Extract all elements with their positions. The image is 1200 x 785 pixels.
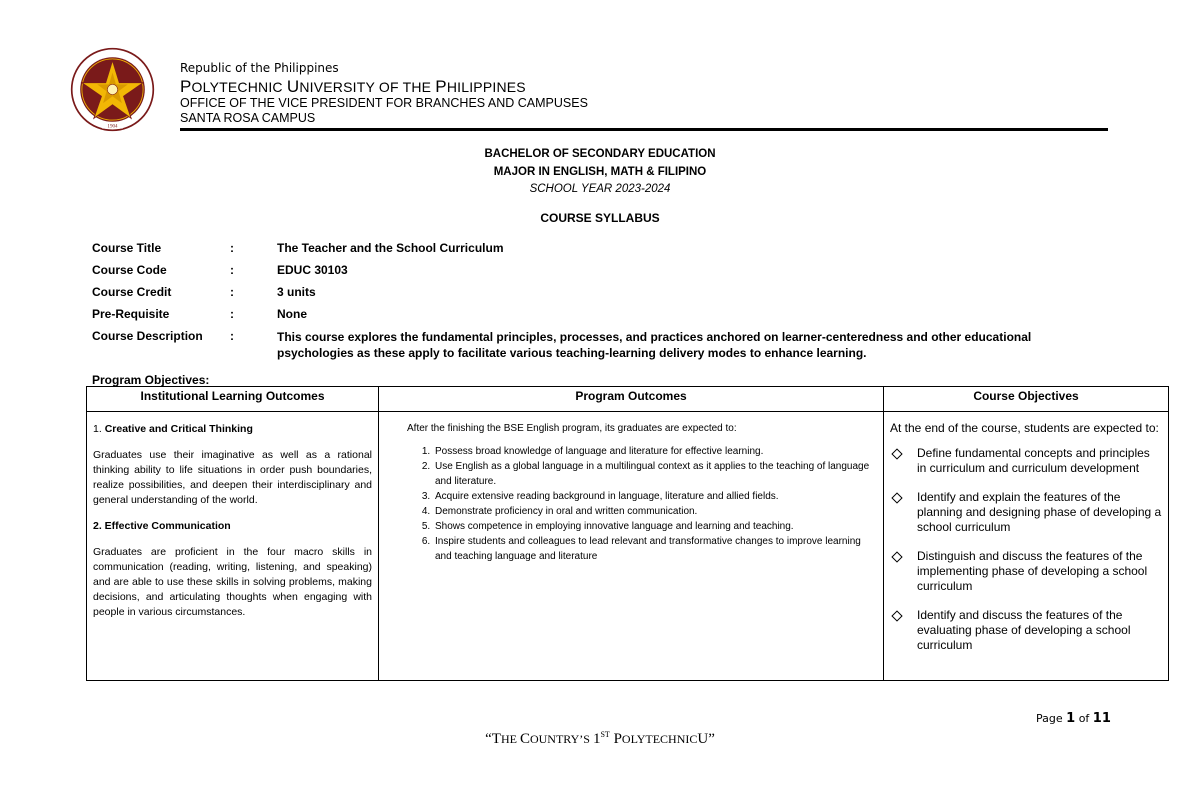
campus-name: SANTA ROSA CAMPUS	[180, 111, 316, 125]
page-of: of	[1078, 712, 1090, 725]
objective-text: Distinguish and discuss the features of the implementing phase of developing a school curriculum	[917, 549, 1148, 593]
objective-text: Identify and discuss the features of the evaluating phase of developing a school curriculum	[917, 608, 1131, 652]
prerequisite-colon: :	[230, 307, 234, 321]
prerequisite-value: None	[277, 307, 307, 321]
program-outcomes-cell	[379, 412, 884, 681]
ilo-heading-1-text: Creative and Critical Thinking	[104, 423, 253, 435]
program-outcomes-intro: After the finishing the BSE English program, its graduates are expected to:	[407, 423, 737, 434]
objective-text: Identify and explain the features of the planning and designing phase of developing a school curriculum	[917, 490, 1162, 534]
office-name: OFFICE OF THE VICE PRESIDENT FOR BRANCHES AND CAMPUSES	[180, 96, 588, 110]
syllabus-title: COURSE SYLLABUS	[540, 211, 660, 225]
ilo-cell	[87, 412, 379, 681]
header-rule	[180, 128, 1108, 131]
list-item: 6. Inspire students and colleagues to lead relevant and transformative changes to improve learning and teaching language and literature	[433, 534, 877, 564]
course-code-colon: :	[230, 263, 234, 277]
diamond-bullet-icon	[891, 448, 902, 459]
diamond-bullet-icon	[891, 610, 902, 621]
diamond-bullet-icon	[891, 492, 902, 503]
header-ilo: Institutional Learning Outcomes	[87, 387, 379, 412]
page-current: 1	[1066, 711, 1076, 726]
list-item: 5. Shows competence in employing innovative language and learning and teaching.	[433, 519, 877, 534]
list-item	[890, 608, 1162, 653]
university-name: POLYTECHNIC UNIVERSITY OF THE PHILIPPINES	[180, 77, 526, 96]
republic-line: Republic of the Philippines	[180, 61, 339, 75]
course-title-colon: :	[230, 241, 234, 255]
seal-year: 1904	[107, 123, 118, 130]
course-description-label: Course Description	[92, 329, 203, 343]
page-total: 11	[1092, 711, 1111, 726]
prerequisite-label: Pre-Requisite	[92, 307, 170, 321]
list-item	[890, 490, 1162, 535]
course-title-value: The Teacher and the School Curriculum	[277, 241, 504, 255]
course-objectives-cell	[884, 412, 1169, 681]
diamond-bullet-icon	[891, 551, 902, 562]
list-item: 1. Possess broad knowledge of language and literature for effective learning.	[433, 444, 877, 459]
ilo-paragraph-2: Graduates are proficient in the four macro skills in communication (reading, writing, listening, and speaking) and are able to use these skills in solving problems, making decisions, and articulating thoughts when engaging with people in various circumstances.	[93, 546, 372, 618]
course-credit-value: 3 units	[277, 285, 316, 299]
major-title: MAJOR IN ENGLISH, MATH & FILIPINO	[493, 166, 707, 178]
program-outcomes-list	[407, 444, 877, 564]
list-item	[890, 549, 1162, 594]
list-item: 3. Acquire extensive reading background in language, literature and allied fields.	[433, 489, 877, 504]
ilo-heading-1	[93, 422, 372, 437]
list-item: 4. Demonstrate proficiency in oral and written communication.	[433, 504, 877, 519]
school-year: SCHOOL YEAR 2023-2024	[529, 183, 671, 195]
table-row	[87, 412, 1169, 681]
course-credit-colon: :	[230, 285, 234, 299]
page-number	[1036, 711, 1111, 726]
ilo-heading-1-num: 1.	[93, 423, 105, 435]
header-program-outcomes: Program Outcomes	[379, 387, 884, 412]
ilo-paragraph-1: Graduates use their imaginative as well as a rational thinking ability to life situations in order push boundaries, realize possibilities, and deepen their interdisciplinary and general understanding of the world.	[93, 449, 372, 506]
outcomes-table	[86, 386, 1169, 681]
course-description-value: This course explores the fundamental principles, processes, and practices anchored on learner-centeredness and other educational psychologies as these apply to facilitate various teaching-learning delivery modes to enhance learning.	[277, 330, 1032, 360]
course-objectives-intro: At the end of the course, students are expected to:	[890, 421, 1159, 435]
course-credit-label: Course Credit	[92, 285, 172, 299]
header-course-objectives: Course Objectives	[884, 387, 1169, 412]
objective-text: Define fundamental concepts and principles in curriculum and curriculum development	[917, 446, 1150, 475]
pup-seal-logo	[70, 47, 155, 132]
course-code-value: EDUC 30103	[277, 263, 348, 277]
table-header-row	[87, 387, 1169, 412]
list-item: 2. Use English as a global language in a multilingual context as it applies to the teaching of language and literature.	[433, 459, 877, 489]
page-word: Page	[1036, 712, 1063, 725]
list-item	[890, 446, 1162, 476]
course-code-label: Course Code	[92, 263, 167, 277]
program-objectives-label: Program Objectives:	[92, 373, 210, 387]
course-description-colon: :	[230, 329, 234, 343]
footer-motto: “THE COUNTRY’S 1ST POLYTECHNICU”	[485, 730, 715, 747]
ilo-heading-2: 2. Effective Communication	[93, 520, 231, 532]
course-title-label: Course Title	[92, 241, 162, 255]
program-title: BACHELOR OF SECONDARY EDUCATION	[484, 148, 716, 160]
